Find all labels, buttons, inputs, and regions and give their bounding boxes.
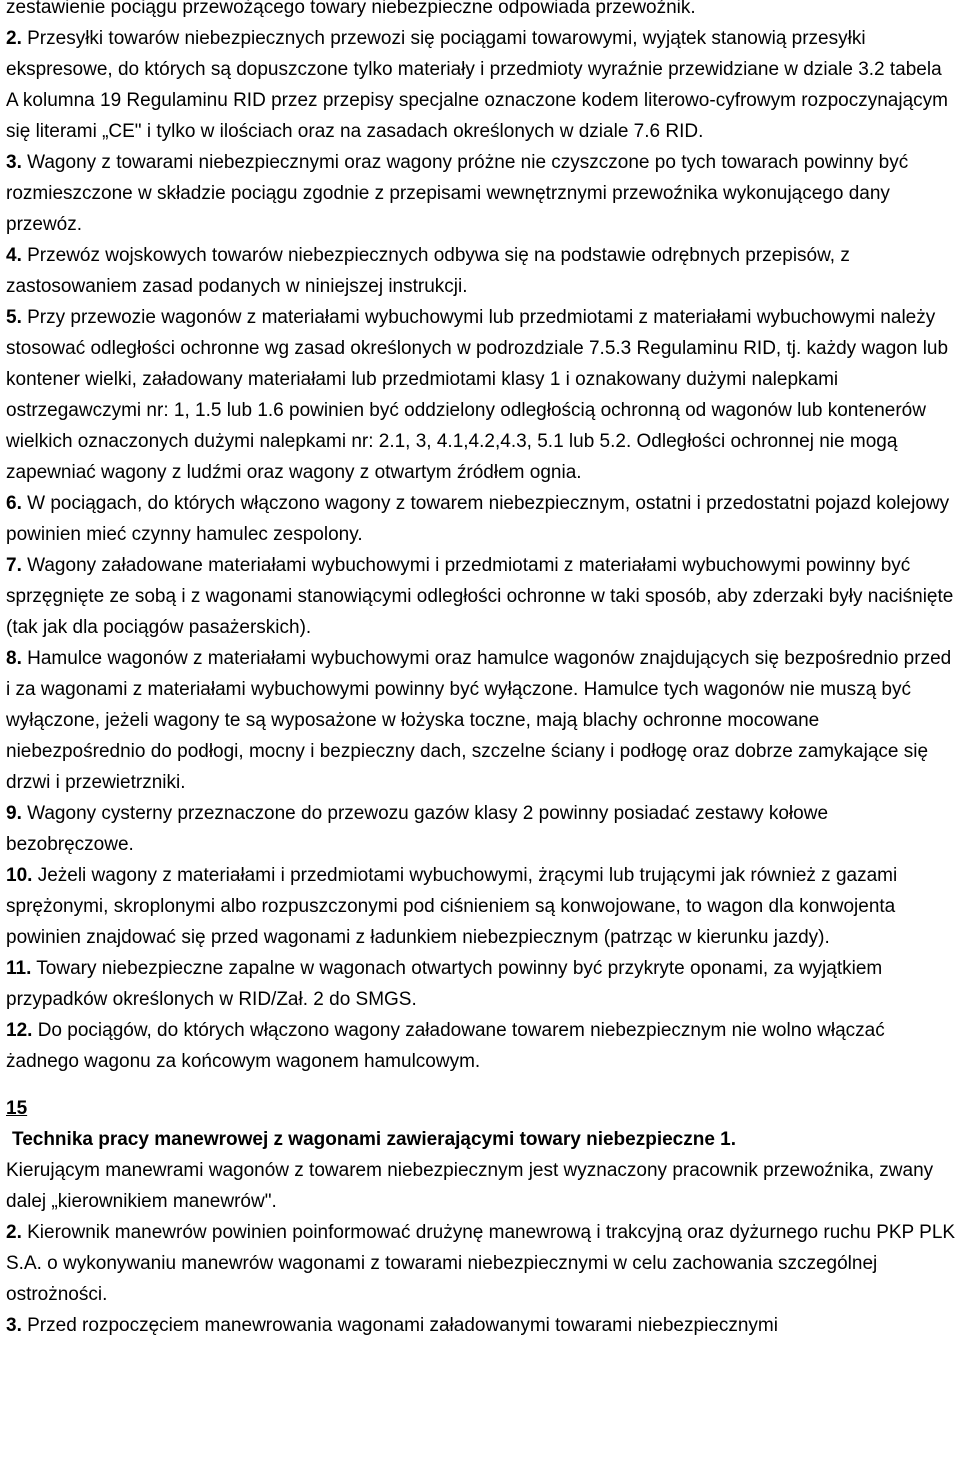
paragraph-text: Wagony cysterny przeznaczone do przewozu gazów klasy 2 powinny posiadać zestawy kołowe bezobręczowe. [6, 803, 829, 855]
paragraph-number: 6. [6, 493, 22, 514]
paragraph-text: Przewóz wojskowych towarów niebezpiecznych odbywa się na podstawie odrębnych przepisów, z zastosowaniem zasad podanych w niniejszej instrukcji. [6, 245, 850, 297]
paragraph [6, 643, 956, 798]
paragraph [6, 550, 956, 643]
paragraph [6, 302, 956, 488]
paragraph [6, 0, 956, 23]
paragraph [6, 1217, 956, 1310]
paragraph-number: 12. [6, 1020, 33, 1041]
paragraph-number: 3. [6, 1315, 22, 1336]
paragraph-text: Hamulce wagonów z materiałami wybuchowymi oraz hamulce wagonów znajdujących się bezpośrednio przed i za wagonami z materiałami wybuchowymi powinny być wyłączone. Hamulce tych wagonów nie muszą być wyłączone, jeżeli wagony te są wyposażone w łożyska toczne, mają blachy ochronne mocowane niebezpośrednio do podłogi, mocny i bezpieczny dach, szczelne ściany i podłogę oraz dobrze zamykające się drzwi i przewietrzniki. [6, 648, 952, 793]
paragraph-number: 10. [6, 865, 33, 886]
paragraph [6, 1310, 956, 1341]
section-number: 15 [6, 1098, 28, 1119]
paragraph-text: W pociągach, do których włączono wagony z towarem niebezpiecznym, ostatni i przedostatni pojazd kolejowy powinien mieć czynny hamulec zespolony. [6, 493, 950, 545]
paragraph-number: 2. [6, 1222, 22, 1243]
paragraph [6, 23, 956, 147]
paragraph [6, 953, 956, 1015]
paragraph-number: 7. [6, 555, 22, 576]
paragraph-text: Przy przewozie wagonów z materiałami wybuchowymi lub przedmiotami z materiałami wybuchowymi należy stosować odległości ochronne wg zasad określonych w podrozdziale 7.5.3 Regulaminu RID, tj. każdy wagon lub kontener wielki, załadowany materiałami lub przedmiotami klasy 1 i oznakowany dużymi nalepkami ostrzegawczymi nr: 1, 1.5 lub 1.6 powinien być oddzielony odległością ochronną od wagonów lub kontenerów wielkich oznaczonych dużymi nalepkami nr: 2.1, 3, 4.1,4.2,4.3, 5.1 lub 5.2. Odległości ochronnej nie mogą zapewniać wagony z ludźmi oraz wagony z otwartym źródłem ognia. [6, 307, 949, 483]
section-spacer [6, 1077, 956, 1093]
paragraphs-before-section [6, 0, 956, 1077]
document-page [6, 0, 956, 1341]
paragraph-text: Wagony załadowane materiałami wybuchowymi i przedmiotami z materiałami wybuchowymi powinny być sprzęgnięte ze sobą i z wagonami stanowiącymi odległości ochronne w taki sposób, aby zderzaki były naciśnięte (tak jak dla pociągów pasażerskich). [6, 555, 954, 638]
paragraph-number: 5. [6, 307, 22, 328]
paragraph-number: 4. [6, 245, 22, 266]
paragraph-text: Kierującym manewrami wagonów z towarem niebezpiecznym jest wyznaczony pracownik przewoźnika, zwany dalej „kierownikiem manewrów". [6, 1160, 934, 1212]
paragraph [6, 1155, 956, 1217]
paragraph [6, 1015, 956, 1077]
paragraph-text: Przesyłki towarów niebezpiecznych przewozi się pociągami towarowymi, wyjątek stanowią przesyłki ekspresowe, do których są dopuszczone tylko materiały i przedmioty wyraźnie przewidziane w dziale 3.2 tabela A kolumna 19 Regulaminu RID przez przepisy specjalne oznaczone kodem literowo-cyfrowym rozpoczynającym się literami „CE" i tylko w ilościach oraz na zasadach określonych w dziale 7.6 RID. [6, 28, 948, 142]
paragraph-number: 8. [6, 648, 22, 669]
paragraph-text: Jeżeli wagony z materiałami i przedmiotami wybuchowymi, żrącymi lub trującymi jak również z gazami sprężonymi, skroplonymi albo rozpuszczonymi pod ciśnieniem są konwojowane, to wagon dla konwojenta powinien znajdować się przed wagonami z ładunkiem niebezpiecznym (patrząc w kierunku jazdy). [6, 865, 898, 948]
paragraph-text: Kierownik manewrów powinien poinformować drużynę manewrową i trakcyjną oraz dyżurnego ruchu PKP PLK S.A. o wykonywaniu manewrów wagonami z towarami niebezpiecznymi w celu zachowania szczególnej ostrożności. [6, 1222, 956, 1305]
paragraph-text: Wagony z towarami niebezpiecznymi oraz wagony próżne nie czyszczone po tych towarach powinny być rozmieszczone w składzie pociągu zgodnie z przepisami wewnętrznymi przewoźnika wykonującego dany przewóz. [6, 152, 909, 235]
paragraph-number: 2. [6, 28, 22, 49]
section-title: Technika pracy manewrowej z wagonami zawierającymi towary niebezpieczne 1. [12, 1129, 737, 1150]
paragraph [6, 488, 956, 550]
paragraph-number: 11. [6, 958, 32, 979]
paragraphs-after-section [6, 1155, 956, 1341]
paragraph [6, 147, 956, 240]
paragraph [6, 240, 956, 302]
paragraph-number: 9. [6, 803, 22, 824]
paragraph [6, 798, 956, 860]
paragraph-text: zestawienie pociągu przewożącego towary niebezpieczne odpowiada przewoźnik. [6, 0, 696, 18]
paragraph-text: Do pociągów, do których włączono wagony załadowane towarem niebezpiecznym nie wolno włączać żadnego wagonu za końcowym wagonem hamulcowym. [6, 1020, 885, 1072]
paragraph-number: 3. [6, 152, 22, 173]
paragraph [6, 860, 956, 953]
paragraph-text: Towary niebezpieczne zapalne w wagonach otwartych powinny być przykryte oponami, za wyjątkiem przypadków określonych w RID/Zał. 2 do SMGS. [6, 958, 883, 1010]
section-heading [6, 1093, 956, 1155]
paragraph-text: Przed rozpoczęciem manewrowania wagonami załadowanymi towarami niebezpiecznymi [21, 1315, 778, 1336]
